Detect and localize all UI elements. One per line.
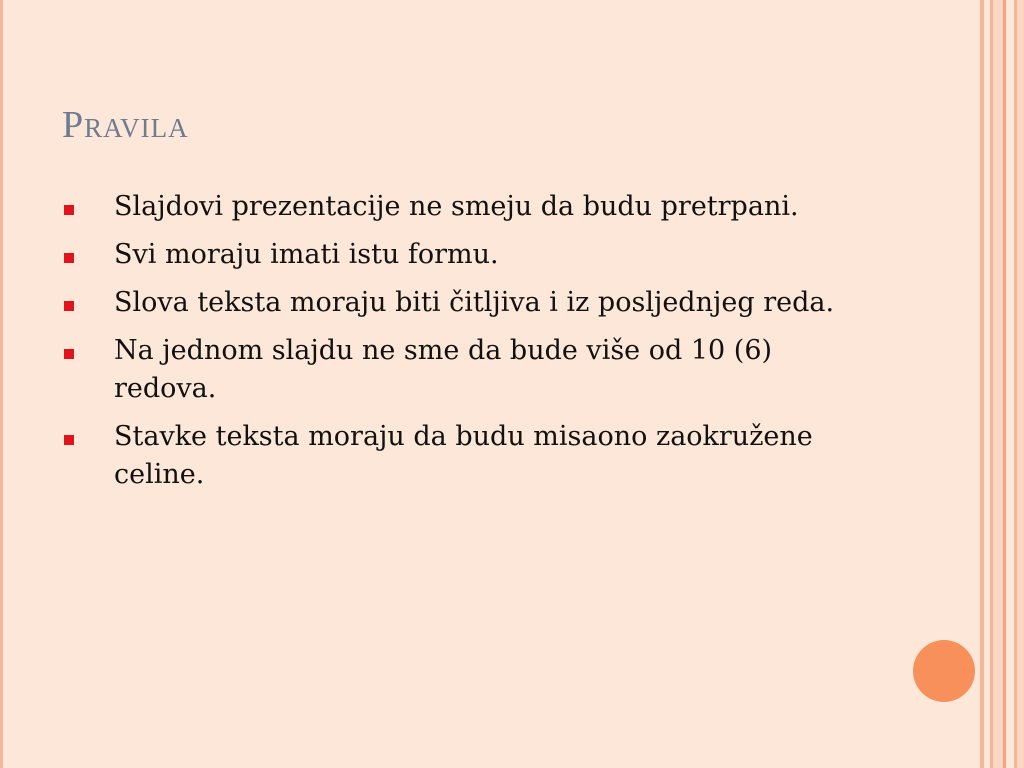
list-item: [62, 236, 882, 274]
bullet-text: Na jednom slajdu ne sme da bude više od 10 (6) redova.: [114, 335, 773, 404]
bullet-text: Slajdovi prezentacije ne smeju da budu pretrpani.: [114, 191, 799, 222]
bullet-text: Svi moraju imati istu formu.: [114, 239, 499, 270]
list-item: [62, 332, 882, 408]
bullet-text: Stavke teksta moraju da budu misaono zaokružene celine.: [114, 421, 813, 490]
square-bullet-icon: [64, 435, 74, 445]
bullet-list: [62, 188, 882, 504]
stripe: [1017, 0, 1024, 768]
decorative-stripes: [980, 0, 1024, 768]
square-bullet-icon: [64, 253, 74, 263]
list-item: [62, 188, 882, 226]
square-bullet-icon: [64, 301, 74, 311]
square-bullet-icon: [64, 205, 74, 215]
square-bullet-icon: [64, 349, 74, 359]
stripe: [993, 0, 1003, 768]
stripe: [1006, 0, 1014, 768]
slide-title: Pravila: [62, 104, 189, 146]
list-item: [62, 284, 882, 322]
accent-circle-icon: [913, 640, 975, 702]
left-border: [0, 0, 3, 768]
list-item: [62, 418, 882, 494]
bullet-text: Slova teksta moraju biti čitljiva i iz posljednjeg reda.: [114, 287, 835, 318]
